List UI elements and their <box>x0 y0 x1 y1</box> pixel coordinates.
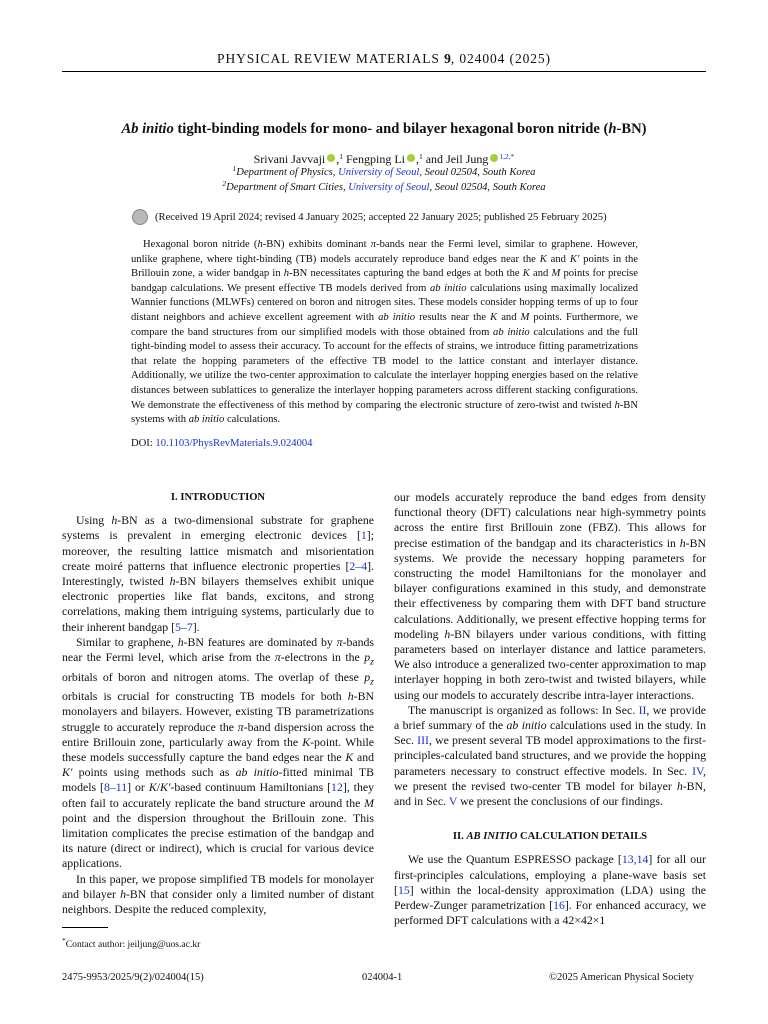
journal-volume: 9 <box>444 51 451 66</box>
received-dates: (Received 19 April 2024; revised 4 January 2025; accepted 22 January 2025; published 25 February 2025) <box>155 212 607 223</box>
check-for-updates-icon[interactable] <box>132 209 148 225</box>
footnote: *Contact author: jeiljung@uos.ac.kr <box>62 936 201 950</box>
journal-name: PHYSICAL REVIEW MATERIALS <box>217 51 440 66</box>
journal-citation: , 024004 (2025) <box>450 51 551 66</box>
doi-link[interactable]: 10.1103/PhysRevMaterials.9.024004 <box>155 438 313 449</box>
affiliation-1: $^1$Department of Physics, University of Seoul, Seoul 02504, South Korea <box>232 164 536 178</box>
journal-header <box>62 51 706 67</box>
footer-copyright: ©2025 American Physical Society <box>549 972 694 983</box>
author-list: Srivani Javvaji ,$^1$ Fengping Li ,$^1$ and Jeil Jung $^{1,2,*}$ <box>253 152 515 166</box>
right-column: our models accurately reproduce the band edges from density functional theory (DFT) calculations near high-symmetry points across the entire first Brillouin zone (FBZ). This allows for precise estimation of the bandgap and its characteristics in h-BN systems. We provide the necessary hopping parameters for constructing the model Hamiltonians for the monolayer and bilayer configurations examined in this study, and demonstrate their effectiveness by comparing them with DFT band structure calculations. Additionally, we present effective hopping terms for modeling h-BN bilayers under various conditions, with fitting parameters based on interlayer distance and lattice parameters. We also introduce a generalized two-center approximation to map interlayer hopping in both zero-twist and twisted bilayers, while using our models to accurately describe intra-layer interactions. The manuscript is organized as follows: In Sec. II, we provide a brief summary of the ab initio calculations used in the study. In Sec. III, we present several TB model approximations to the first-principles-calculated band structures, and we provide the hopping parameters necessary to construct effective models. In Sec. IV, we present the revised two-center TB model for bilayer h-BN, and in Sec. V we present the conclusions of our findings. II. AB INITIO CALCULATION DETAILS We use the Quantum ESPRESSO package [13,14] for all our first-principles calculations, employing a plane-wave basis set [15] within the local-density approximation (LDA) using the Perdew-Zunger parametrization [16]. For enhanced accuracy, we performed DFT calculations with a 42×42×1 <box>394 490 707 928</box>
orcid-icon[interactable] <box>327 154 335 162</box>
affiliation-link[interactable]: 1,2,* <box>499 152 515 161</box>
abstract: Hexagonal boron nitride (h-BN) exhibits dominant π-bands near the Fermi level, similar to graphene. However, unlike graphene, where tight-binding (TB) models accurately reproduce band edges near the K and K′ points in the Brillouin zone, a wider bandgap in h-BN necessitates capturing the band edges at both the K and M points for precise bandgap calculations. We present effective TB models derived from ab initio calculations using maximally localized Wannier functions (MLWFs) centered on boron and nitrogen sites. These models consider hopping terms of up to four distant neighbors and achieve excellent agreement with ab initio results near the K and M points. Furthermore, we compare the band structures from our simplified models with those obtained from ab initio calculations and the full tight-binding model to assess their accuracy. To account for the effects of strains, we introduce fitting parametrizations that relate the hopping parameters of the effective TB model to the lattice constant and interlayer distance. Additionally, we utilize the two-center approximation to calculate the interlayer hopping energies based on the relative distances between sublattices to generalize the interlayer hopping parameters across different stacking configurations. We demonstrate the effectiveness of this method by comparing the electronic structure of zero-twist and twisted h-BN systems with ab initio calculations. <box>131 239 639 426</box>
doi-line: DOI: 10.1103/PhysRevMaterials.9.024004 <box>131 438 313 449</box>
institution-link[interactable]: University of Seoul <box>348 182 430 193</box>
affiliation-2: $^2$Department of Smart Cities, University of Seoul, Seoul 02504, South Korea <box>222 179 546 193</box>
author-name: Srivani Javvaji <box>253 152 326 166</box>
institution-link[interactable]: University of Seoul <box>338 167 420 178</box>
section-heading: I. INTRODUCTION <box>170 492 266 503</box>
footer-page-number: 024004-1 <box>362 972 403 983</box>
paper-title: Ab initio tight-binding models for mono- and bilayer hexagonal boron nitride (h-BN) <box>121 121 647 137</box>
author-name: Jeil Jung <box>446 152 489 166</box>
footnote-rule <box>62 927 108 928</box>
section-heading: II. AB INITIO CALCULATION DETAILS <box>452 831 648 843</box>
orcid-icon[interactable] <box>490 154 498 162</box>
left-column: I. INTRODUCTION Using h-BN as a two-dimensional substrate for graphene systems is prevalent in emerging electronic devices [1]; moreover, the resulting lattice mismatch and misorientation create moiré patterns that influence electronic properties [2–4]. Interestingly, twisted h-BN bilayers themselves exhibit unique electronic properties like flat bands, excitons, and strong correlations, making them intriguing systems, particularly due to their inherent bandgap [5–7]. Similar to graphene, h-BN features are dominated by π-bands near the Fermi level, which arise from the π-electrons in the $p_z$ orbitals of boron and nitrogen atoms. The overlap of these $p_z$ orbitals is crucial for constructing TB models for both h-BN monolayers and bilayers. However, existing TB parametrizations struggle to accurately reproduce the π-band dispersion across the entire Brillouin zone, particularly away from the K-point. While these models successfully capture the band edges near the K and K′ points using methods such as ab initio-fitted minimal TB models [8–11] or K/K′-based continuum Hamiltonians [12], they often fail to accurately replicate the band structure around the M point and the dispersion throughout the Brillouin zone. This limitation complicates the precise estimation of the bandgap and its nature (direct or indirect), which is crucial for various device applications. In this paper, we propose simplified TB models for monolayer and bilayer h-BN that consider only a limited number of distant neighbors. Despite the reduced complexity, <box>62 492 375 916</box>
footer-issn: 2475-9953/2025/9(2)/024004(15) <box>62 972 204 983</box>
orcid-icon[interactable] <box>407 154 415 162</box>
author-name: Fengping Li <box>345 152 405 166</box>
header-rule <box>62 71 706 72</box>
